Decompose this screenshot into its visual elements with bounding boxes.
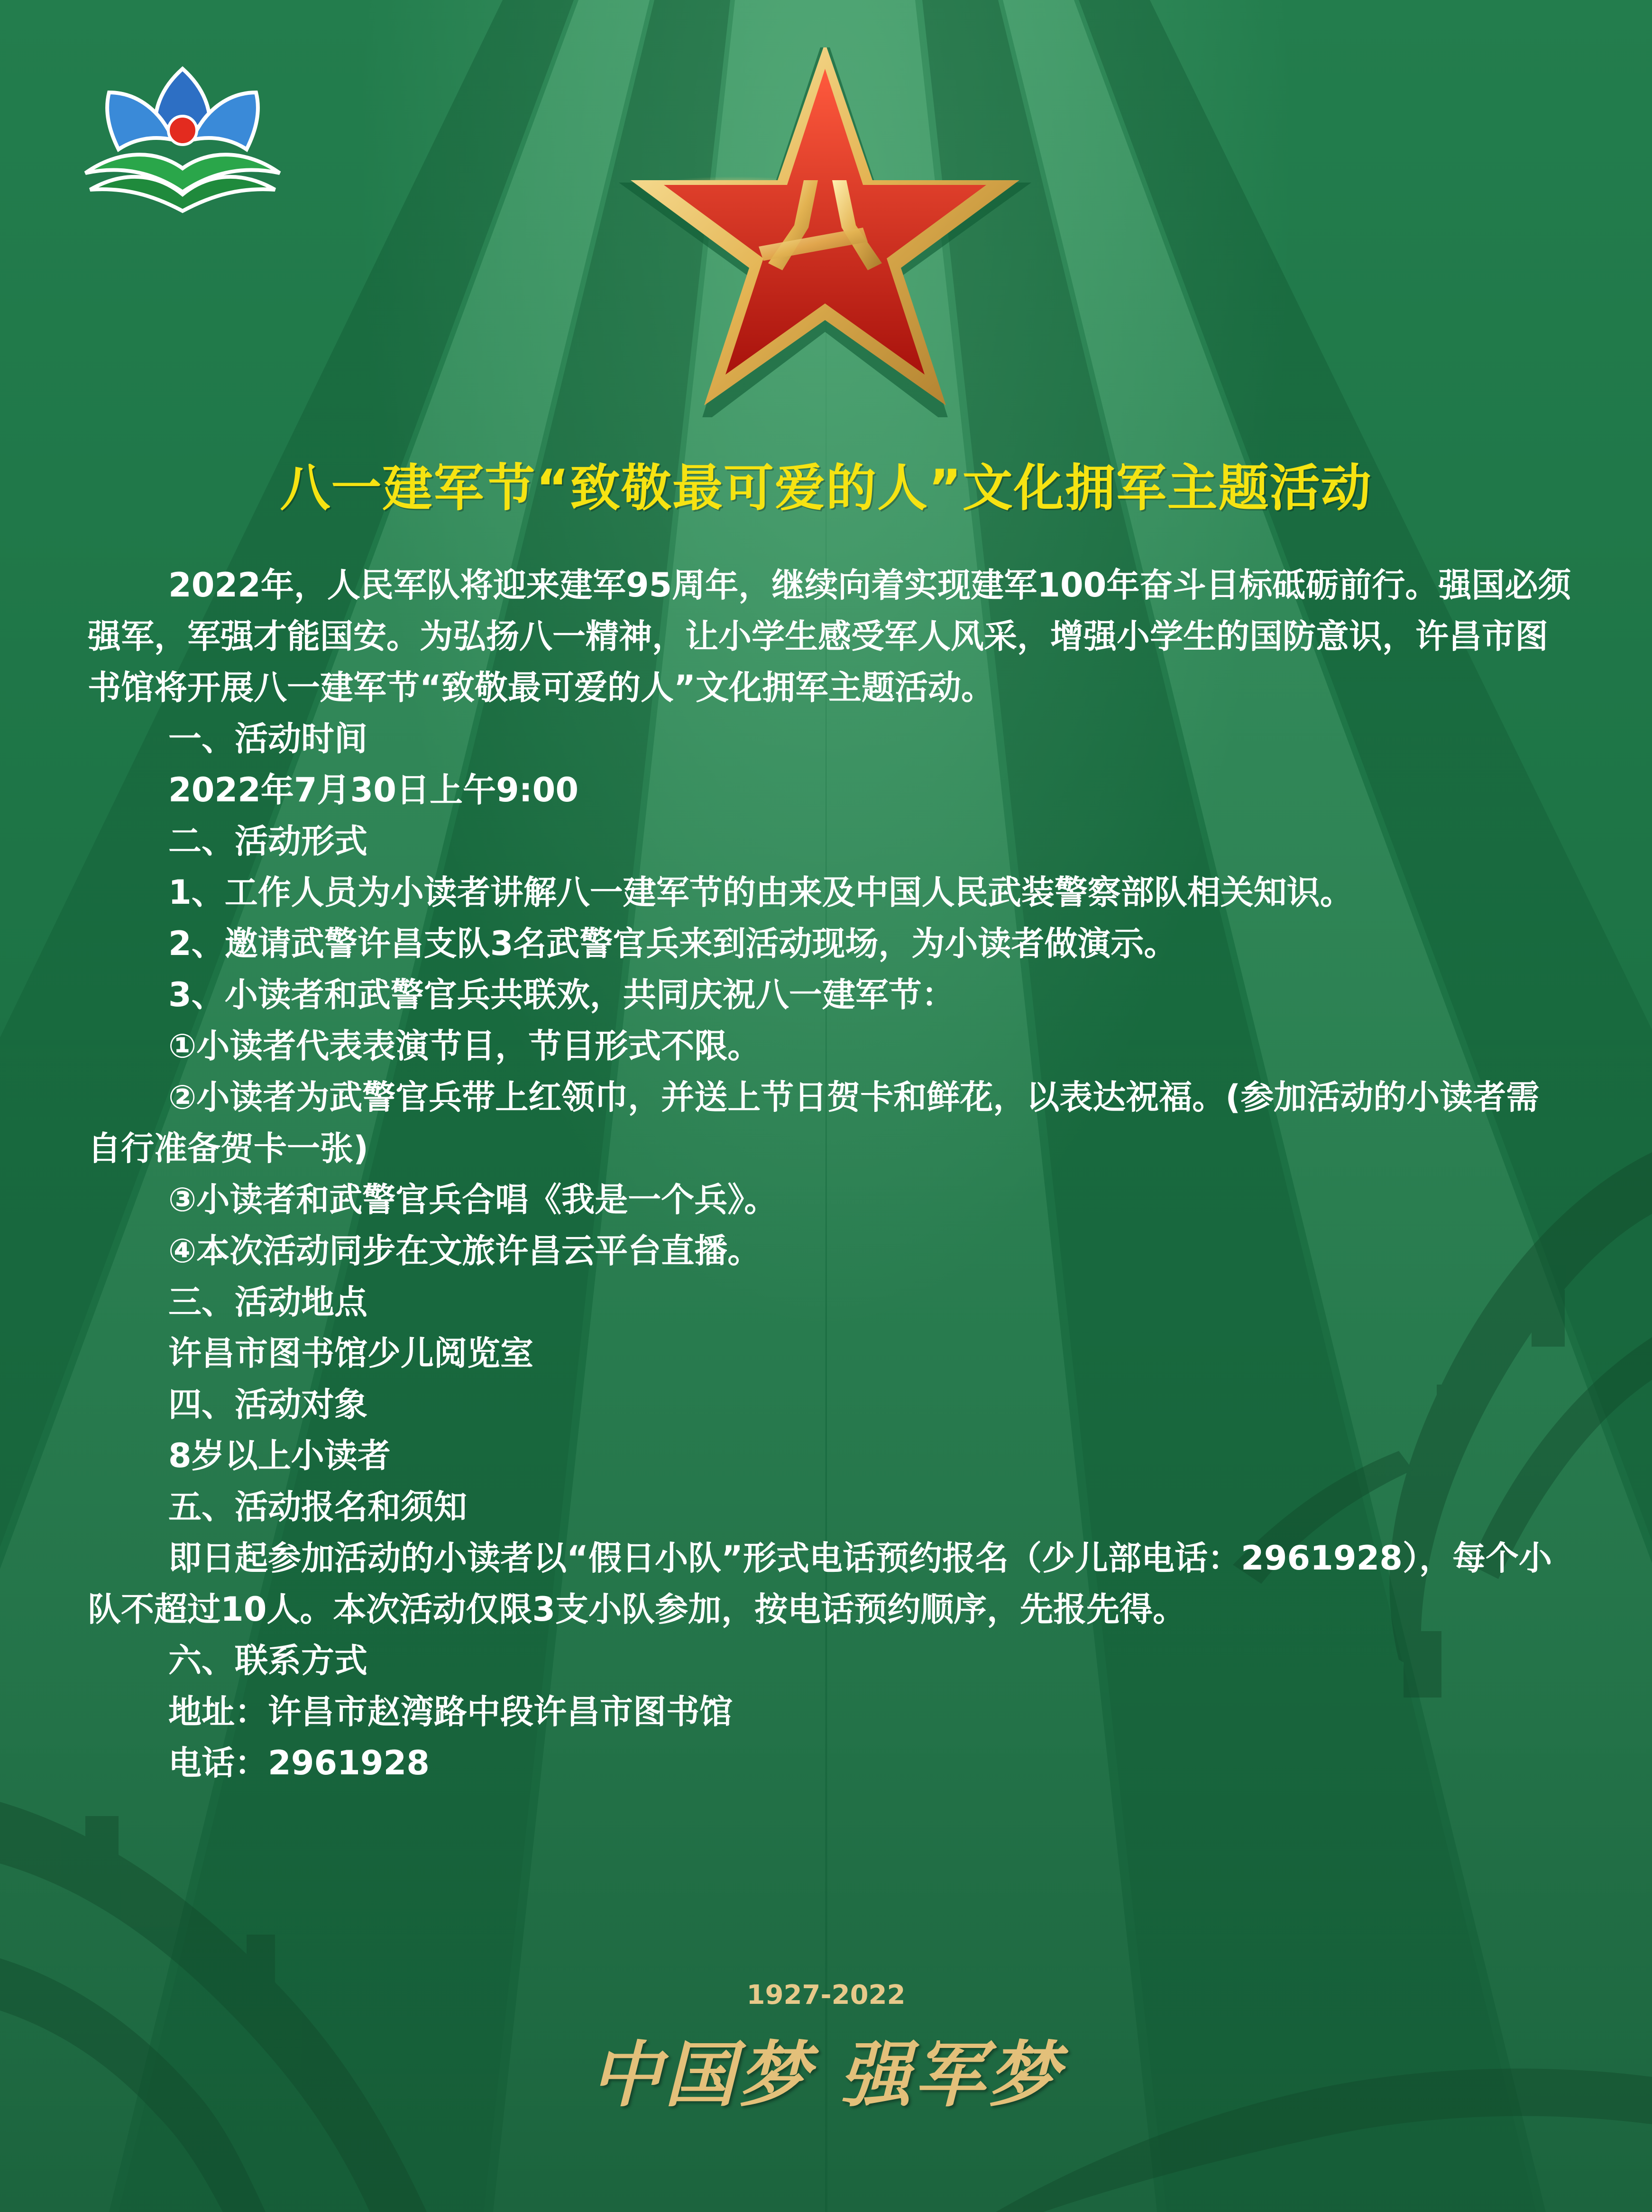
event-audience: 8岁以上小读者 xyxy=(168,1436,391,1475)
format-item-1: 1、工作人员为小读者讲解八一建军节的由来及中国人民武装警察部队相关知识。 xyxy=(168,873,1353,912)
notice-body xyxy=(88,560,1572,1789)
section-heading-format: 二、活动形式 xyxy=(168,822,367,861)
format-item-2: 2、邀请武警许昌支队3名武警官兵来到活动现场，为小读者做演示。 xyxy=(168,924,1177,963)
format-subitem-2: ②小读者为武警官兵带上红领巾，并送上节日贺卡和鲜花，以表达祝福。(参加活动的小读者需自行准备贺卡一张) xyxy=(88,1078,1540,1168)
section-heading-audience: 四、活动对象 xyxy=(168,1385,367,1424)
event-time: 2022年7月30日上午9:00 xyxy=(168,771,579,809)
section-heading-registration: 五、活动报名和须知 xyxy=(168,1487,467,1526)
format-subitem-1: ①小读者代表表演节目，节目形式不限。 xyxy=(168,1027,761,1065)
section-heading-location: 三、活动地点 xyxy=(168,1283,367,1322)
page-title: 八一建军节“致敬最可爱的人”文化拥军主题活动 xyxy=(280,459,1372,517)
section-heading-time: 一、活动时间 xyxy=(168,719,367,758)
format-subitem-3: ③小读者和武警官兵合唱《我是一个兵》。 xyxy=(168,1180,778,1219)
format-subitem-4: ④本次活动同步在文旅许昌云平台直播。 xyxy=(168,1231,761,1270)
registration-notes: 即日起参加活动的小读者以“假日小队”形式电话预约报名（少儿部电话：2961928），每个小队不超过10人。本次活动仅限3支小队参加，按电话预约顺序，先报先得。 xyxy=(88,1539,1552,1629)
anniversary-years: 1927-2022 xyxy=(746,1980,906,2010)
intro-paragraph: 2022年，人民军队将迎来建军95周年，继续向着实现建军100年奋斗目标砥砺前行。强国必须强军，军强才能国安。为弘扬八一精神，让小学生感受军人风采，增强小学生的国防意识，许昌市图书馆将开展八一建军节“致敬最可爱的人”文化拥军主题活动。 xyxy=(88,566,1571,707)
section-heading-contact: 六、联系方式 xyxy=(168,1641,367,1680)
contact-address: 地址：许昌市赵湾路中段许昌市图书馆 xyxy=(168,1692,733,1731)
pla-red-star-icon xyxy=(616,47,1034,417)
format-item-3: 3、小读者和武警官兵共联欢，共同庆祝八一建军节： xyxy=(168,975,955,1014)
event-location: 许昌市图书馆少儿阅览室 xyxy=(168,1334,533,1373)
slogan-calligraphy: 中国梦 强军梦 xyxy=(590,2033,1062,2117)
library-lotus-book-logo xyxy=(81,59,285,216)
contact-phone: 电话：2961928 xyxy=(168,1744,430,1782)
